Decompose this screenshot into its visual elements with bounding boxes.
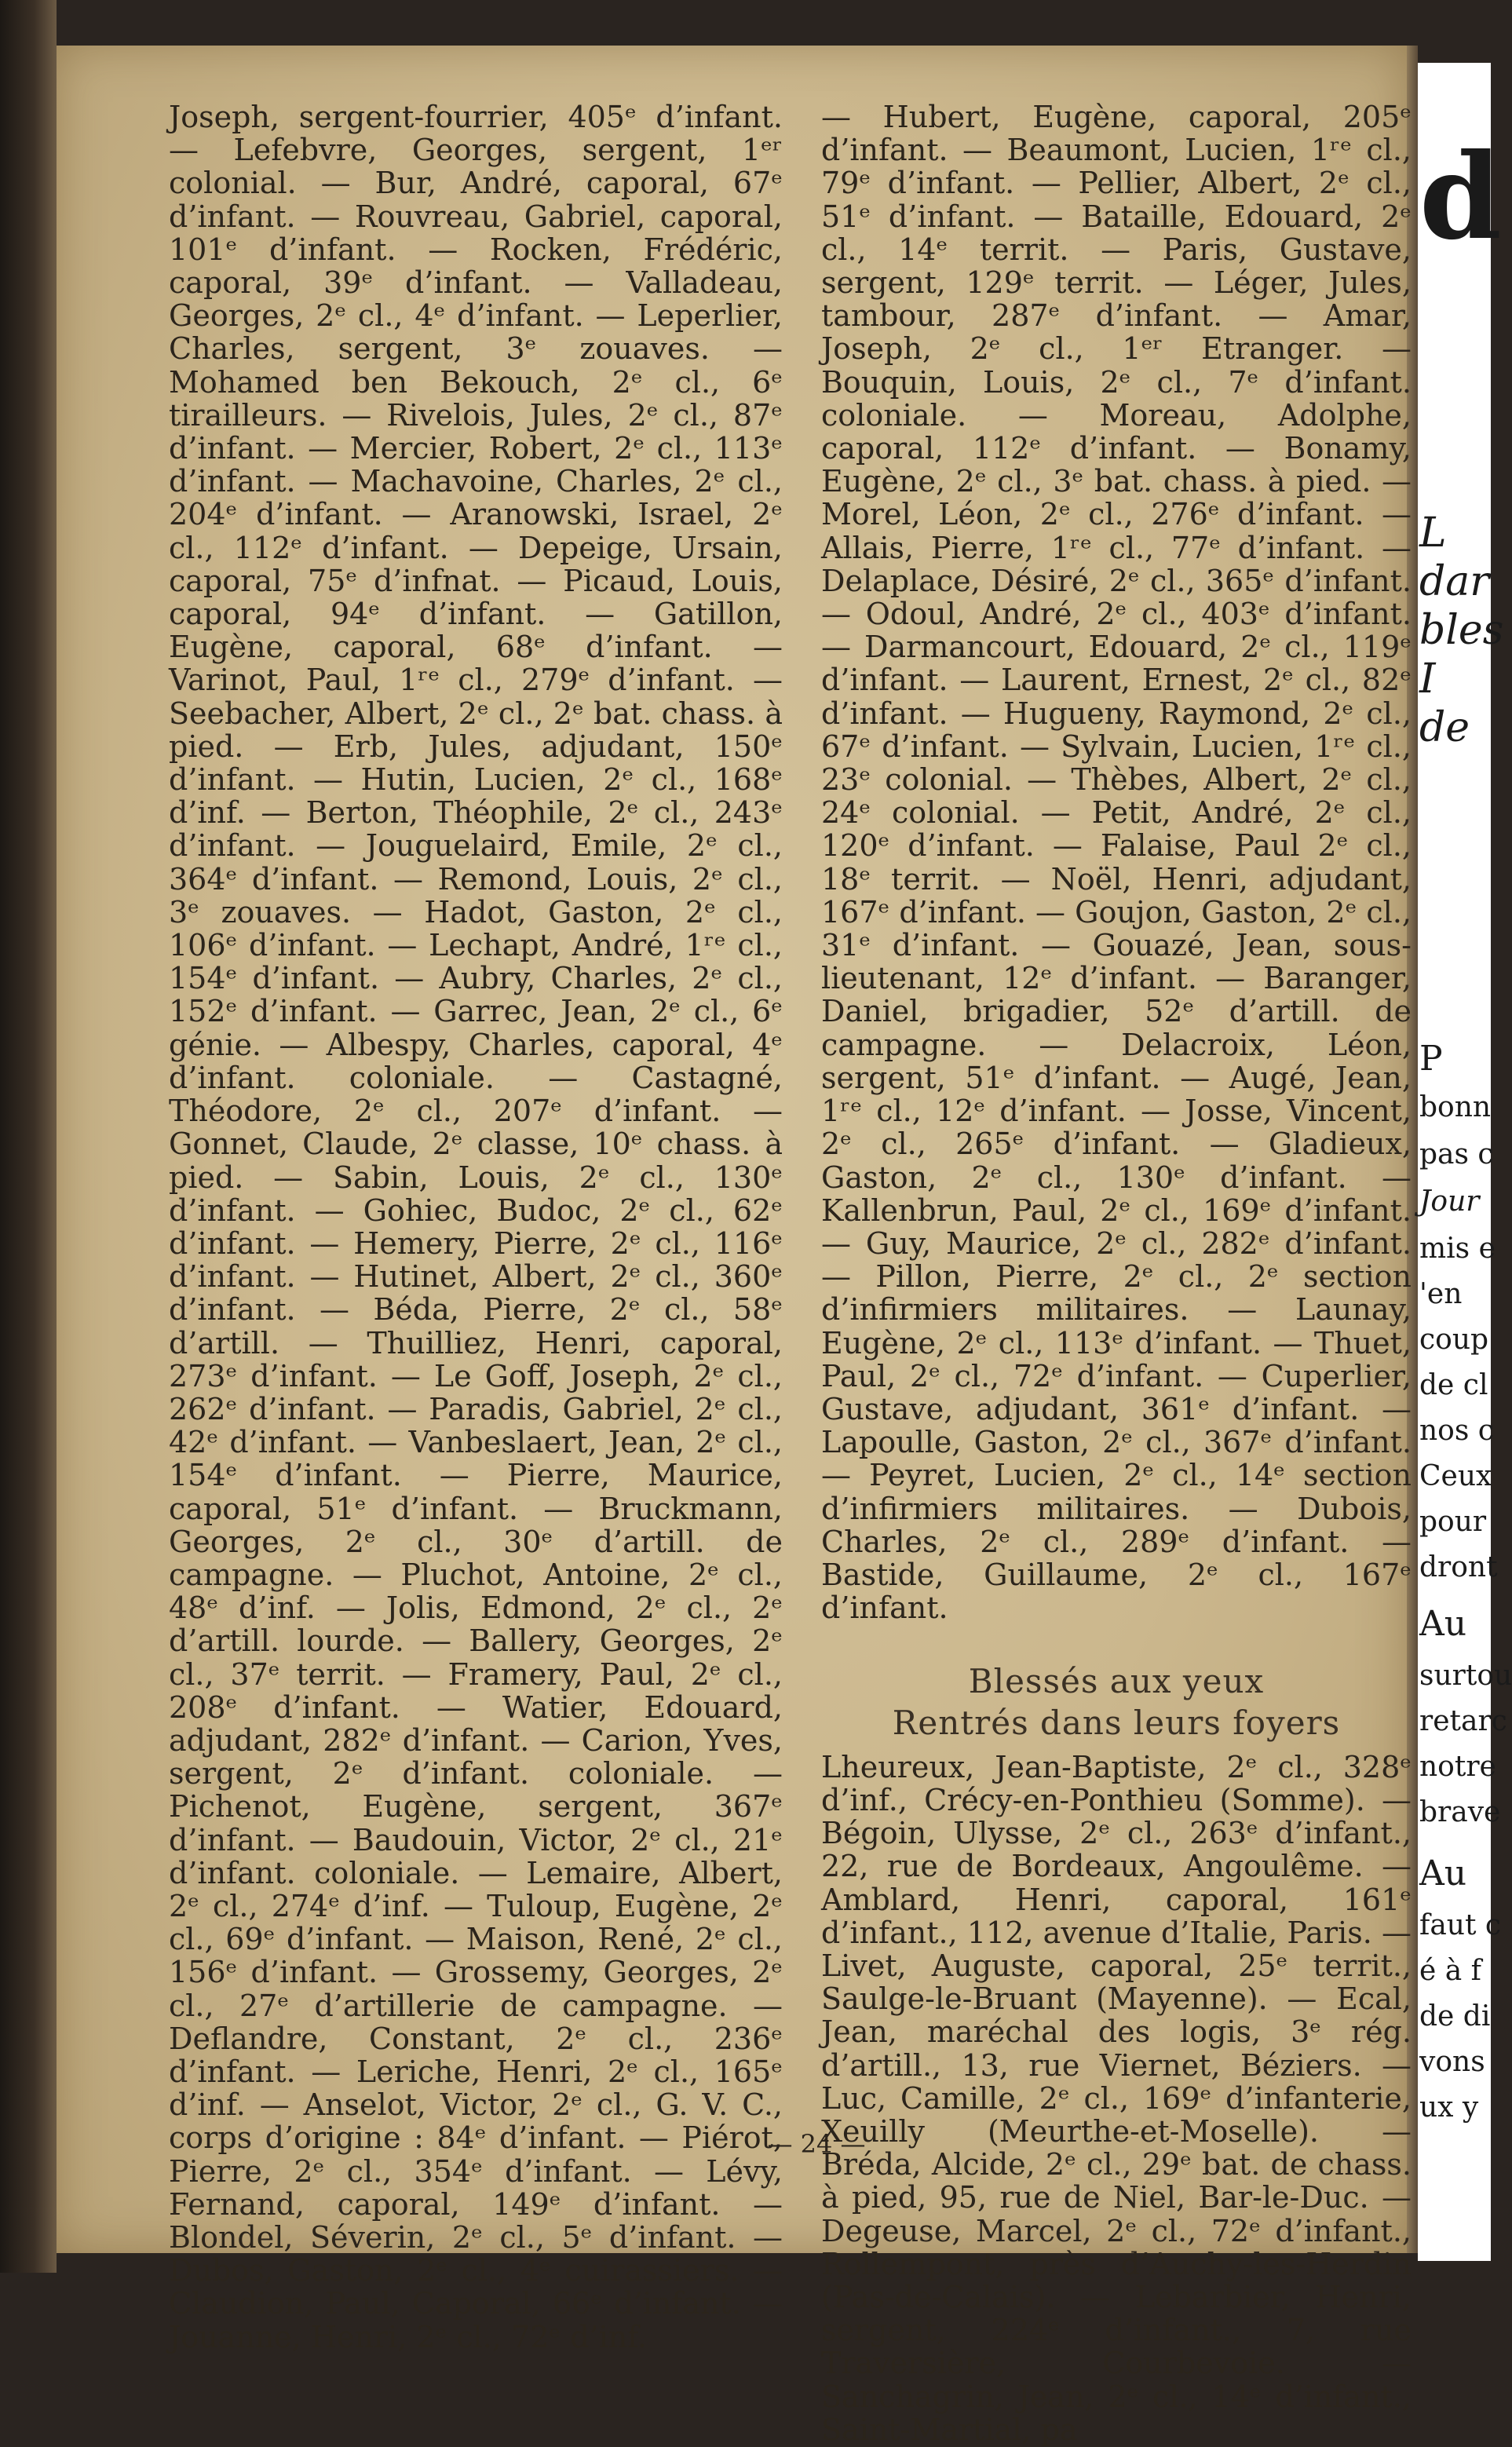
next-page-fragment [1418, 63, 1512, 2261]
section-title: Blessés aux yeux [968, 1662, 1265, 1701]
next-page-line: notre [1419, 1751, 1496, 1783]
next-page-line: de di [1419, 2000, 1491, 2032]
next-page-line: bonn [1419, 1091, 1492, 1123]
next-page-p: P [1419, 1039, 1443, 1079]
next-page-line: é à f [1419, 1955, 1481, 1987]
right-column [821, 100, 1412, 2446]
next-page-line: pour [1419, 1506, 1487, 1538]
next-page-line: brave [1419, 1796, 1501, 1828]
next-page-big-letter: d [1419, 128, 1502, 266]
next-page-italic-5: de [1419, 704, 1470, 751]
next-page-line: Ceux [1419, 1460, 1492, 1492]
next-page-italic-3: bles [1419, 607, 1504, 654]
next-page-line: Au [1419, 1854, 1467, 1894]
next-page-line: de cl [1419, 1369, 1488, 1401]
left-column-text: Joseph, sergent-fourrier, 405ᵉ d’infant. — Lefebvre, Georges, sergent, 1ᵉʳ colonial. — Bur, André, caporal, 67ᵉ d’infant. — Rouvreau, Gabriel, caporal, 101ᵉ d’infant. — Rocken, Frédéric, caporal, 39ᵉ d’infant. — Valladeau, Georges, 2ᵉ cl., 4ᵉ d’infant. — Leperlier, Charles, sergent, 3ᵉ zouaves. — Mohamed ben Bekouch, 2ᵉ cl., 6ᵉ tirailleurs. — Rivelois, Jules, 2ᵉ cl., 87ᵉ d’infant. — Mercier, Robert, 2ᵉ cl., 113ᵉ d’infant. — Machavoine, Charles, 2ᵉ cl., 204ᵉ d’infant. — Aranowski, Israel, 2ᵉ cl., 112ᵉ d’infant. — Depeige, Ursain, caporal, 75ᵉ d’infnat. — Picaud, Louis, caporal, 94ᵉ d’infant. — Gatillon, Eugène, caporal, 68ᵉ d’infant. — Varinot, Paul, 1ʳᵉ cl., 279ᵉ d’infant. — Seebacher, Albert, 2ᵉ cl., 2ᵉ bat. chass. à pied. — Erb, Jules, adjudant, 150ᵉ d’infant. — Hutin, Lucien, 2ᵉ cl., 168ᵉ d’inf. — Berton, Théophile, 2ᵉ cl., 243ᵉ d’infant. — Jouguelaird, Emile, 2ᵉ cl., 364ᵉ d’infant. — Remond, Louis, 2ᵉ cl., 3ᵉ zouaves. — Hadot, Gaston, 2ᵉ cl., 106ᵉ d’infant. — Lechapt, André, 1ʳᵉ cl., 154ᵉ d’infant. — Aubry, Charles, 2ᵉ cl., 152ᵉ d’infant. — Garrec, Jean, 2ᵉ cl., 6ᵉ génie. — Albespy, Charles, caporal, 4ᵉ d’infant. coloniale. — Castagné, Théodore, 2ᵉ cl., 207ᵉ d’infant. — Gonnet, Claude, 2ᵉ classe, 10ᵉ chass. à pied. — Sabin, Louis, 2ᵉ cl., 130ᵉ d’infant. — Gohiec, Budoc, 2ᵉ cl., 62ᵉ d’infant. — Hemery, Pierre, 2ᵉ cl., 116ᵉ d’infant. — Hutinet, Albert, 2ᵉ cl., 360ᵉ d’infant. — Béda, Pierre, 2ᵉ cl., 58ᵉ d’artill. — Thuilliez, Henri, caporal, 273ᵉ d’infant. — Le Goff, Joseph, 2ᵉ cl., 262ᵉ d’infant. — Paradis, Gabriel, 2ᵉ cl., 42ᵉ d’infant. — Vanbeslaert, Jean, 2ᵉ cl., 154ᵉ d’infant. — Pierre, Maurice, caporal, 51ᵉ d’infant. — Bruckmann, Georges, 2ᵉ cl., 30ᵉ d’artill. de campagne. — Pluchot, Antoine, 2ᵉ cl., 48ᵉ d’inf. — Jolis, Edmond, 2ᵉ cl., 2ᵉ d’artill. lourde. — Ballery, Georges, 2ᵉ cl., 37ᵉ territ. — Framery, Paul, 2ᵉ cl., 208ᵉ d’infant. — Watier, Edouard, adjudant, 282ᵉ d’infant. — Carion, Yves, sergent, 2ᵉ d’infant. coloniale. — Pichenot, Eugène, sergent, 367ᵉ d’infant. — Baudouin, Victor, 2ᵉ cl., 21ᵉ d’infant. coloniale. — Lemaire, Albert, 2ᵉ cl., 274ᵉ d’inf. — Tuloup, Eugène, 2ᵉ cl., 69ᵉ d’infant. — Maison, René, 2ᵉ cl., 156ᵉ d’infant. — Grossemy, Georges, 2ᵉ cl., 27ᵉ d’artillerie de campagne. — Deflandre, Constant, 2ᵉ cl., 236ᵉ d’infant. — Leriche, Henri, 2ᵉ cl., 165ᵉ d’inf. — Anselot, Victor, 2ᵉ cl., G. V. C., corps d’origine : 84ᵉ d’infant. — Piérot, Pierre, 2ᵉ cl., 354ᵉ d’infant. — Lévy, Fernand, caporal, 149ᵉ d’infant. — Blondel, Séverin, 2ᵉ cl., 5ᵉ d’infant. — Dubos, Gaston, 2ᵉ cl., 4ᵉ cuirassiers. — Claudion, Paul, Caporal, 66ᵉ d’infant. — Jouanne, Henri, 2ᵉ cl., 72ᵉ d’inf. [169, 100, 783, 2354]
next-page-line: mis e [1419, 1233, 1496, 1265]
next-page-line: vons [1419, 2046, 1485, 2078]
next-page-line: surtou [1419, 1660, 1512, 1692]
next-page-line: dront [1419, 1551, 1498, 1583]
next-page-line: nos c [1419, 1415, 1494, 1447]
next-page-line: retarc [1419, 1705, 1507, 1737]
page-number: — 24 — [767, 2129, 866, 2159]
next-page-line: ux y [1419, 2091, 1479, 2124]
next-page-line: faut c [1419, 1909, 1502, 1941]
next-page-line: 'en [1419, 1278, 1463, 1310]
next-page-line: coup [1419, 1324, 1489, 1356]
next-page-italic-4: I [1419, 656, 1436, 703]
section-subtitle: Rentrés dans leurs foyers [892, 1703, 1341, 1742]
right-column-text-after: Lheureux, Jean-Baptiste, 2ᵉ cl., 328ᵉ d’inf., Crécy-en-Ponthieu (Somme). — Bégoin, Ulysse, 2ᵉ cl., 263ᵉ d’infant., 22, rue de Bordeaux, Angoulême. — Amblard, Henri, caporal, 161ᵉ d’infant., 112, avenue d’Italie, Paris. — Livet, Auguste, caporal, 25ᵉ territ., Saulge-le-Bruant (Mayenne). — Ecal, Jean, maréchal des logis, 3ᵉ rég. d’artill., 13, rue Viernet, Béziers. — Luc, Camille, 2ᵉ cl., 169ᵉ d’infanterie, Xeuilly (Meurthe-et-Moselle). — Bréda, Alcide, 2ᵉ cl., 29ᵉ bat. de chass. à pied, 95, rue de Niel, Bar-le-Duc. — Degeuse, Marcel, 2ᵉ cl., 72ᵉ d’infant., Rollempont, près d’Auchy-les-Herdin (Pas-de-Calais). — Lebarbier, Henri, sergent, 224ᵉ d’infant., 7, rue Traversière, Courbevoie. — Sanchagrin, Jean, 2ᵉ cl., 14ᵉ d’infant., Saint-Martial, pa [821, 1749, 1412, 2447]
next-page-italic-1: L [1419, 509, 1447, 557]
next-page-italic-2: dar [1419, 558, 1490, 605]
next-page-line: pas c [1419, 1138, 1494, 1171]
right-column-text: — Hubert, Eugène, caporal, 205ᵉ d’infant. — Beaumont, Lucien, 1ʳᵉ cl., 79ᵉ d’infant. — Pellier, Albert, 2ᵉ cl., 51ᵉ d’infant. — Bataille, Edouard, 2ᵉ cl., 14ᵉ territ. — Paris, Gustave, sergent, 129ᵉ territ. — Léger, Jules, tambour, 287ᵉ d’infant. — Amar, Joseph, 2ᵉ cl., 1ᵉʳ Etranger. — Bouquin, Louis, 2ᵉ cl., 7ᵉ d’infant. coloniale. — Moreau, Adolphe, caporal, 112ᵉ d’infant. — Bonamy, Eugène, 2ᵉ cl., 3ᵉ bat. chass. à pied. — Morel, Léon, 2ᵉ cl., 276ᵉ d’infant. — Allais, Pierre, 1ʳᵉ cl., 77ᵉ d’infant. — Delaplace, Désiré, 2ᵉ cl., 365ᵉ d’infant. — Odoul, André, 2ᵉ cl., 403ᵉ d’infant. — Darmancourt, Edouard, 2ᵉ cl., 119ᵉ d’infant. — Laurent, Ernest, 2ᵉ cl., 82ᵉ d’infant. — Hugueny, Raymond, 2ᵉ cl., 67ᵉ d’infant. — Sylvain, Lucien, 1ʳᵉ cl., 23ᵉ colonial. — Thèbes, Albert, 2ᵉ cl., 24ᵉ colonial. — Petit, André, 2ᵉ cl., 120ᵉ d’infant. — Falaise, Paul 2ᵉ cl., 18ᵉ territ. — Noël, Henri, adjudant, 167ᵉ d’infant. — Goujon, Gaston, 2ᵉ cl., 31ᵉ d’infant. — Gouazé, Jean, sous-lieutenant, 12ᵉ d’infant. — Baranger, Daniel, brigadier, 52ᵉ d’artill. de campagne. — Delacroix, Léon, sergent, 51ᵉ d’infant. — Augé, Jean, 1ʳᵉ cl., 12ᵉ d’infant. — Josse, Vincent, 2ᵉ cl., 265ᵉ d’infant. — Gladieux, Gaston, 2ᵉ cl., 130ᵉ d’infant. — Kallenbrun, Paul, 2ᵉ cl., 169ᵉ d’infant. — Guy, Maurice, 2ᵉ cl., 282ᵉ d’infant. — Pillon, Pierre, 2ᵉ cl., 2ᵉ section d’infirmiers militaires. — Launay, Eugène, 2ᵉ cl., 113ᵉ d’infant. — Thuet, Paul, 2ᵉ cl., 72ᵉ d’infant. — Cuperlier, Gustave, adjudant, 361ᵉ d’infant. — Lapoulle, Gaston, 2ᵉ cl., 367ᵉ d’infant. — Peyret, Lucien, 2ᵉ cl., 14ᵉ section d’infirmiers militaires. — Dubois, Charles, 2ᵉ cl., 289ᵉ d’infant. — Bastide, Guillaume, 2ᵉ cl., 167ᵉ d’infant. [821, 100, 1412, 1626]
next-page-line: Au [1419, 1604, 1467, 1644]
left-column [169, 100, 783, 2354]
book-binding [0, 0, 57, 2273]
next-page-line: Jour [1419, 1185, 1480, 1218]
